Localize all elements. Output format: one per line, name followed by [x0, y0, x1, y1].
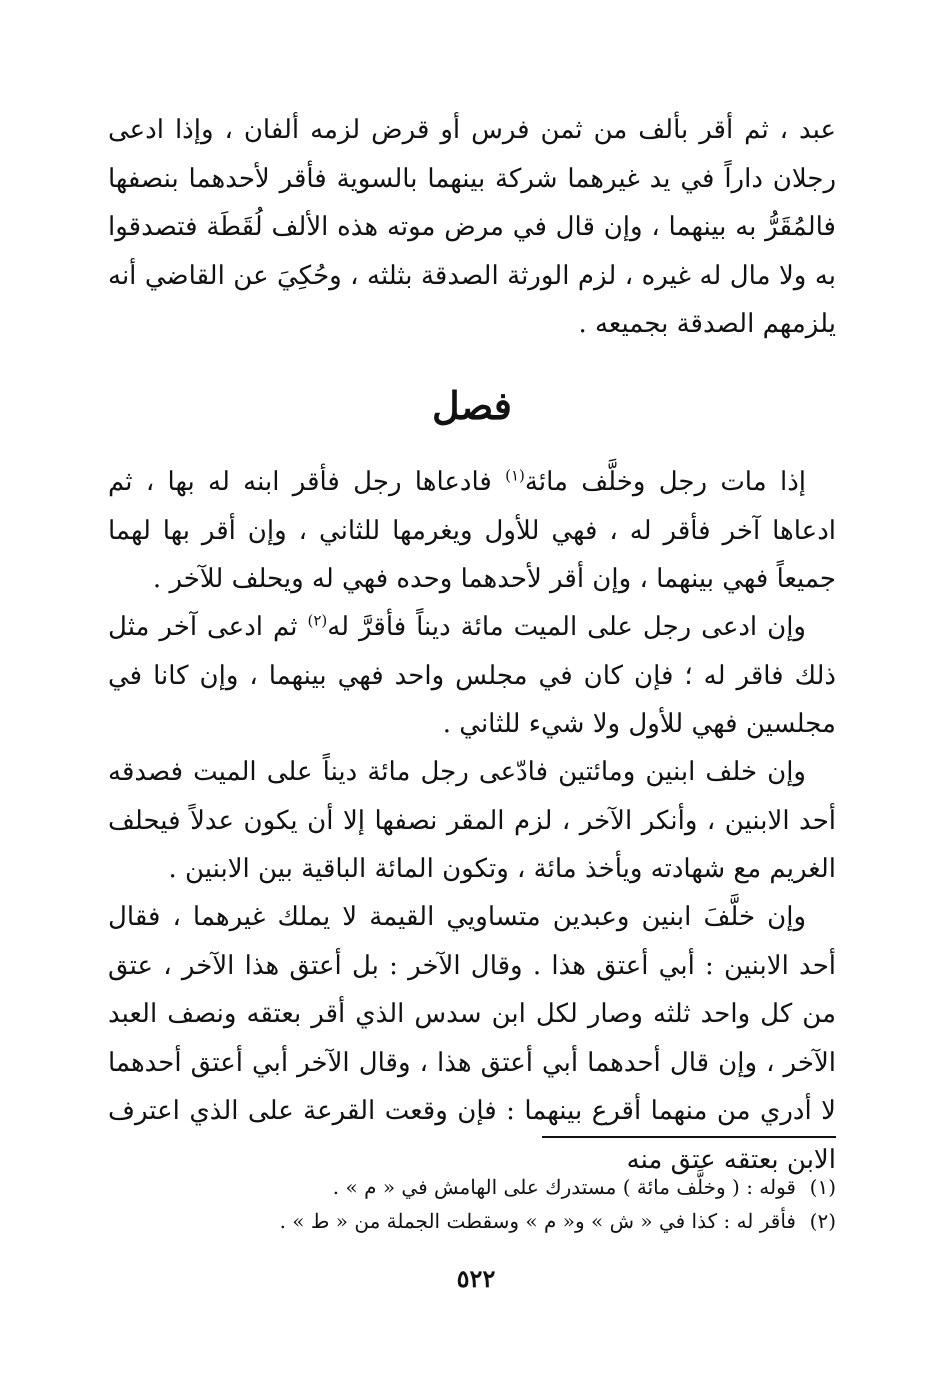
- footnotes: [108, 1170, 836, 1238]
- footnote-2-text: فأقر له : كذا في « ش » و« م » وسقطت الجملة من « ط » .: [279, 1209, 796, 1233]
- paragraph-2-part-2: ثم ادعى آخر مثل ذلك فاقر له ؛ فإن كان في مجلس واحد فهي بينهما ، وإن كانا في مجلسين فهي للأول ولا شيء للثاني .: [108, 612, 836, 739]
- paragraph-1: [108, 458, 836, 604]
- section-heading: فصل: [432, 383, 512, 428]
- footnote-1-text: قوله : ( وخلَّف مائة ) مستدرك على الهامش في « م » .: [332, 1175, 796, 1199]
- footnote-divider: [542, 1136, 836, 1138]
- footnote-1-number: (١): [809, 1175, 836, 1199]
- paragraph-1-part-1: إذا مات رجل وخلَّف مائة: [524, 467, 806, 497]
- footnote-1: [108, 1170, 836, 1204]
- footnote-2-number: (٢): [809, 1209, 836, 1233]
- paragraph-1-part-2: فادعاها رجل فأقر ابنه له بها ، ثم ادعاها آخر فأقر له ، فهي للأول ويغرمها للثاني ، وإن أقر بها لهما جميعاً فهي بينهما ، وإن أقر لأحدهما وحده فهي له ويحلف للآخر .: [108, 467, 836, 594]
- footnote-ref-2: (٢): [307, 611, 328, 630]
- paragraph-2: [108, 603, 836, 749]
- page-number: ٥٢٢: [456, 1264, 496, 1293]
- paragraph-3: وإن خلف ابنين ومائتين فادّعى رجل مائة ديناً على الميت فصدقه أحد الابنين ، وأنكر الآخر ، لزم المقر نصفها إلا أن يكون عدلاً فيحلف الغريم مع شهادته ويأخذ مائة ، وتكون المائة الباقية بين الابنين .: [108, 757, 836, 884]
- paragraph-2-part-1: وإن ادعى رجل على الميت مائة ديناً فأقرَّ له: [327, 612, 806, 642]
- footnote-2: [108, 1204, 836, 1238]
- paragraph-4: وإن خلَّفَ ابنين وعبدين متساويي القيمة لا يملك غيرهما ، فقال أحد الابنين : أبي أعتق هذا . وقال الآخر : بل أعتق هذا الآخر ، عتق من كل واحد ثلثه وصار لكل ابن سدس الذي أقر بعتقه ونصف العبد الآخر ، وإن قال أحدهما أبي أعتق هذا ، وقال الآخر أبي أعتق أحدهما لا أدري من منهما أقرع بينهما : فإن وقعت القرعة على الذي اعترف الابن بعتقه عتق منه: [108, 902, 836, 1175]
- continuation-paragraph: عبد ، ثم أقر بألف من ثمن فرس أو قرض لزمه ألفان ، وإذا ادعى رجلان داراً في يد غيرهما شركة بينهما بالسوية فأقر لأحدهما بنصفها فالمُقَرُّ به بينهما ، وإن قال في مرض موته هذه الألف لُقَطَة فتصدقوا به ولا مال له غيره ، لزم الورثة الصدقة بثلثه ، وحُكِيَ عن القاضي أنه يلزمهم الصدقة بجميعه .: [108, 115, 836, 339]
- footnote-ref-1: (١): [505, 466, 525, 485]
